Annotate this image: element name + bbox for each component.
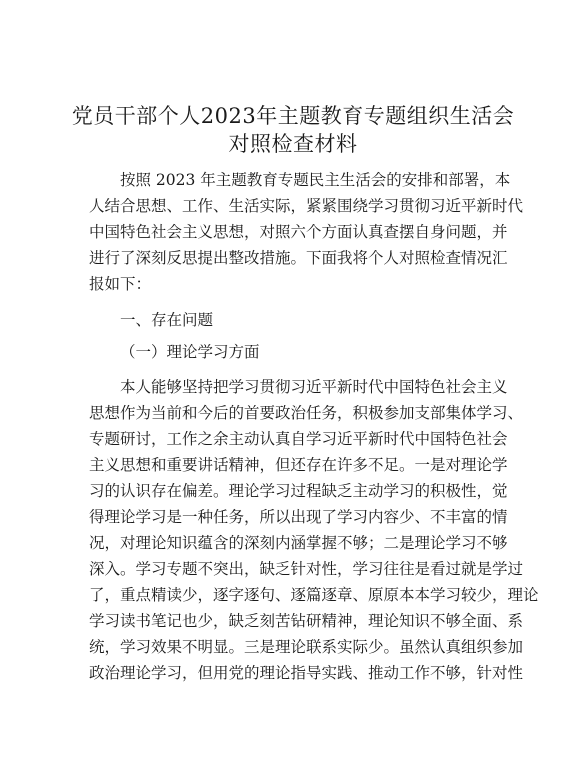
paragraph-line: 政治理论学习，但用党的理论指导实践、推动工作不够，针对性 bbox=[89, 664, 524, 682]
document-subtitle: 对照检查材料 bbox=[228, 132, 358, 156]
paragraph-line: 深入。学习专题不突出，缺乏针对性，学习往往是看过就是学过 bbox=[89, 560, 524, 578]
paragraph-line: 报如下： bbox=[89, 275, 152, 293]
paragraph-line: 专题研讨，工作之余主动认真自学习近平新时代中国特色社会 bbox=[89, 430, 508, 448]
section-heading: 一、存在问题 bbox=[120, 311, 214, 329]
paragraph-line: 进行了深刻反思提出整改措施。下面我将个人对照检查情况汇 bbox=[89, 249, 508, 267]
paragraph-line: 人结合思想、工作、生活实际，紧紧围绕学习贯彻习近平新时代 bbox=[89, 197, 524, 215]
paragraph-line: 习的认识存在偏差。理论学习过程缺乏主动学习的积极性，觉 bbox=[89, 482, 508, 500]
paragraph-line: 况，对理论知识蕴含的深刻内涵掌握不够；二是理论学习不够 bbox=[89, 534, 508, 552]
document-title: 党员干部个人2023年主题教育专题组织生活会 bbox=[71, 104, 515, 128]
paragraph-line: 思想作为当前和今后的首要政治任务，积极参加支部集体学习、 bbox=[89, 404, 524, 422]
paragraph-line: 按照 2023 年主题教育专题民主生活会的安排和部署，本 bbox=[120, 171, 511, 189]
paragraph-line: 得理论学习是一种任务，所以出现了学习内容少、不丰富的情 bbox=[89, 508, 508, 526]
paragraph-line: 主义思想和重要讲话精神，但还存在许多不足。一是对理论学 bbox=[89, 456, 508, 474]
paragraph-line: 学习读书笔记也少，缺乏刻苦钻研精神，理论知识不够全面、系 bbox=[89, 612, 524, 630]
paragraph-line: 本人能够坚持把学习贯彻习近平新时代中国特色社会主义 bbox=[120, 378, 508, 396]
paragraph-line: 统，学习效果不明显。三是理论联系实际少。虽然认真组织参加 bbox=[89, 638, 524, 656]
subsection-heading: （一）理论学习方面 bbox=[120, 343, 260, 361]
paragraph-line: 了，重点精读少，逐字逐句、逐篇逐章、原原本本学习较少，理论 bbox=[89, 586, 539, 604]
paragraph-line: 中国特色社会主义思想，对照六个方面认真查摆自身问题，并 bbox=[89, 223, 508, 241]
